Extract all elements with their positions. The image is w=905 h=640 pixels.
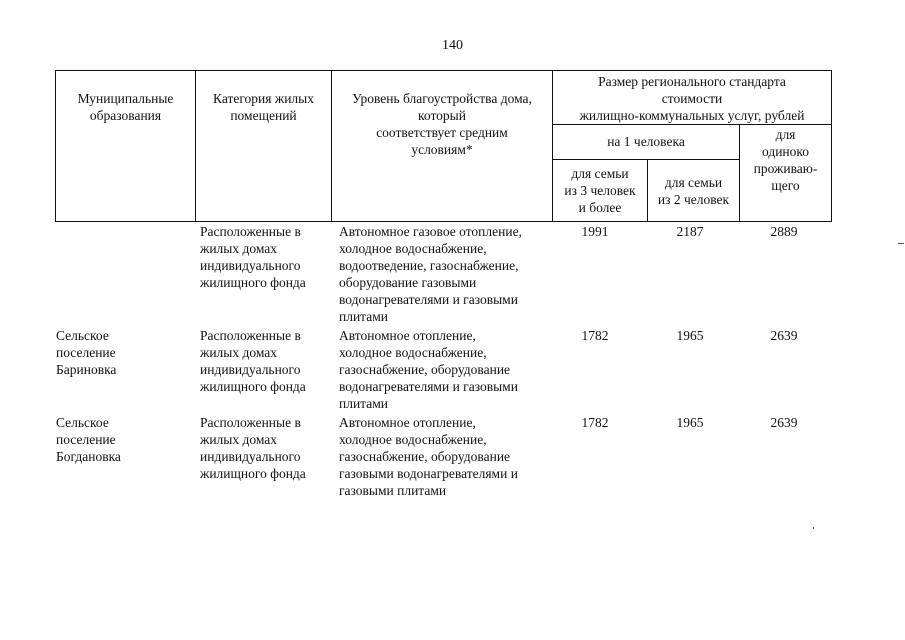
header-family2-line: для семьи — [664, 175, 723, 190]
header-level-line: соответствует средним — [376, 125, 508, 140]
header-single-line: для — [775, 127, 796, 142]
municipality-line: Сельское — [56, 328, 109, 343]
municipality-line: Сельское — [56, 415, 109, 430]
header-category-label: Категория жилых помещений — [213, 91, 314, 123]
category-cell — [200, 223, 330, 291]
amenity-line: плитами — [339, 396, 389, 411]
category-line: жилищного фонда — [200, 275, 306, 290]
header-family-2 — [647, 159, 740, 222]
value-family-3: 1782 — [581, 328, 609, 343]
amenity-line: газоснабжение, оборудование — [339, 449, 511, 464]
category-line: Расположенные в — [200, 224, 301, 239]
header-municipal-label: Муниципальные образования — [77, 91, 174, 123]
amenity-line: холодное водоснабжение, — [339, 345, 487, 360]
category-line: индивидуального — [200, 258, 301, 273]
value-family-2: 1965 — [676, 415, 704, 430]
scan-mark — [898, 243, 904, 244]
amenity-line: водонагревателями и газовыми — [339, 379, 518, 394]
amenity-line: Автономное отопление, — [339, 328, 476, 343]
header-category — [195, 70, 332, 222]
page-number: 140 — [442, 38, 463, 53]
header-size-line: стоимости — [661, 91, 723, 106]
header-single-line: щего — [771, 178, 800, 193]
header-municipal — [55, 70, 196, 222]
category-line: Расположенные в — [200, 328, 301, 343]
header-family3-line: из 3 человек — [564, 183, 636, 198]
municipality-cell — [56, 414, 186, 465]
amenity-level-cell — [339, 327, 553, 412]
amenity-level-cell — [339, 223, 553, 325]
header-size-line: Размер регионального стандарта — [598, 74, 786, 89]
amenity-line: Автономное отопление, — [339, 415, 476, 430]
header-single — [739, 124, 832, 222]
category-line: жилищного фонда — [200, 466, 306, 481]
amenity-line: водонагревателями и газовыми — [339, 292, 518, 307]
value-single: 2639 — [770, 415, 798, 430]
header-single-line: одиноко — [761, 144, 810, 159]
category-line: индивидуального — [200, 362, 301, 377]
amenity-line: плитами — [339, 309, 389, 324]
amenity-level-cell — [339, 414, 553, 499]
header-family3-line: и более — [578, 200, 622, 215]
header-per-person-label: на 1 человека — [607, 134, 685, 149]
municipality-line: поселение — [56, 345, 116, 360]
amenity-line: Автономное газовое отопление, — [339, 224, 522, 239]
header-per-person — [552, 124, 740, 160]
amenity-line: холодное водоснабжение, — [339, 241, 487, 256]
category-line: индивидуального — [200, 449, 301, 464]
municipality-line: поселение — [56, 432, 116, 447]
category-line: Расположенные в — [200, 415, 301, 430]
category-line: жилищного фонда — [200, 379, 306, 394]
header-standard-size — [552, 70, 832, 125]
value-family-3: 1782 — [581, 415, 609, 430]
header-level-line: Уровень благоустройства дома, — [352, 91, 532, 106]
header-level-line: условиям* — [411, 142, 473, 157]
value-single: 2639 — [770, 328, 798, 343]
scan-mark — [813, 527, 814, 529]
value-family-2: 2187 — [676, 224, 704, 239]
category-cell — [200, 414, 330, 482]
amenity-line: оборудование газовыми — [339, 275, 477, 290]
municipality-line: Бариновка — [56, 362, 117, 377]
header-single-line: проживаю- — [753, 161, 818, 176]
value-single: 2889 — [770, 224, 798, 239]
amenity-line: газовыми водонагревателями и — [339, 466, 518, 481]
municipality-cell — [56, 327, 186, 378]
value-family-3: 1991 — [581, 224, 609, 239]
header-family2-line: из 2 человек — [657, 192, 730, 207]
municipality-line: Богдановка — [56, 449, 121, 464]
amenity-line: газовыми плитами — [339, 483, 447, 498]
amenity-line: водоотведение, газоснабжение, — [339, 258, 519, 273]
amenity-line: газоснабжение, оборудование — [339, 362, 511, 377]
value-family-2: 1965 — [676, 328, 704, 343]
header-size-line: жилищно-коммунальных услуг, рублей — [579, 108, 805, 123]
header-level-line: который — [418, 108, 466, 123]
header-family3-line: для семьи — [571, 166, 629, 181]
category-line: жилых домах — [200, 432, 278, 447]
header-family-3 — [552, 159, 648, 222]
category-cell — [200, 327, 330, 395]
category-line: жилых домах — [200, 241, 278, 256]
category-line: жилых домах — [200, 345, 278, 360]
amenity-line: холодное водоснабжение, — [339, 432, 487, 447]
header-level — [331, 70, 553, 222]
